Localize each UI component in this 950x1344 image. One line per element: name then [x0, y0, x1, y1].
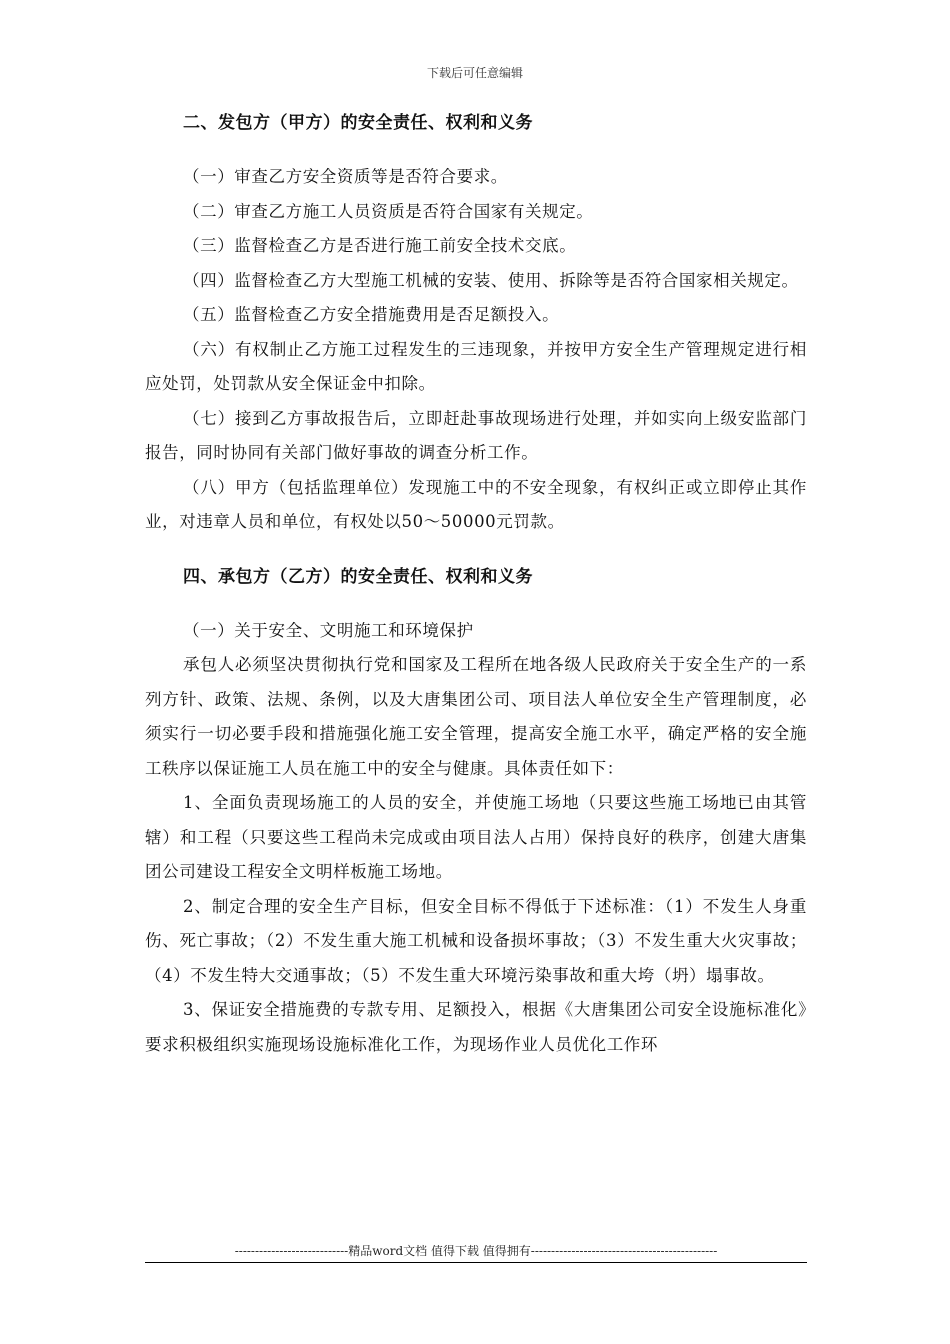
header-note: 下载后可任意编辑	[426, 66, 523, 80]
section-4-item-1: 1、全面负责现场施工的人员的安全，并使施工场地（只要这些施工场地已由其管辖）和工程（只要这些工程尚未完成或由项目法人占用）保持良好的秩序，创建大唐集团公司建设工程安全文明样板施工场地。	[145, 793, 807, 881]
section-2-item-4: （四）监督检查乙方大型施工机械的安装、使用、拆除等是否符合国家相关规定。	[183, 270, 799, 290]
section-4-subheading: （一）关于安全、文明施工和环境保护	[183, 620, 474, 640]
section-2-item-8: （八）甲方（包括监理单位）发现施工中的不安全现象，有权纠正或立即停止其作业，对违章人员和单位，有权处以50～50000元罚款。	[145, 477, 807, 531]
section-2-item-3: （三）监督检查乙方是否进行施工前安全技术交底。	[183, 236, 577, 255]
section-2-item-6: （六）有权制止乙方施工过程发生的三违现象，并按甲方安全生产管理规定进行相应处罚，处罚款从安全保证金中扣除。	[145, 339, 807, 393]
document-body	[145, 106, 807, 1062]
section-2-item-5: （五）监督检查乙方安全措施费用是否足额投入。	[183, 305, 560, 324]
footer-text: ----------------------------精品word文档 值得下载 值得拥有----------------------------------------------	[234, 1244, 718, 1258]
section-2-item-1: （一）审查乙方安全资质等是否符合要求。	[183, 167, 508, 186]
section-4-item-3: 3、保证安全措施费的专款专用、足额投入，根据《大唐集团公司安全设施标准化》要求积极组织实施现场设施标准化工作，为现场作业人员优化工作环	[145, 1000, 807, 1054]
section-4-title: 四、承包方（乙方）的安全责任、权利和义务	[183, 566, 533, 587]
section-4-item-2: 2、制定合理的安全生产目标，但安全目标不得低于下述标准：（1）不发生人身重伤、死亡事故；（2）不发生重大施工机械和设备损坏事故；（3）不发生重大火灾事故；（4）不发生特大交通事故；（5）不发生重大环境污染事故和重大垮（坍）塌事故。	[145, 896, 807, 985]
section-2-item-2: （二）审查乙方施工人员资质是否符合国家有关规定。	[183, 201, 594, 221]
section-2-item-7: （七）接到乙方事故报告后，立即赶赴事故现场进行处理，并如实向上级安监部门报告，同时协同有关部门做好事故的调查分析工作。	[145, 408, 807, 462]
footer-divider	[145, 1262, 807, 1263]
section-2-title: 二、发包方（甲方）的安全责任、权利和义务	[183, 113, 533, 133]
section-4-intro: 承包人必须坚决贯彻执行党和国家及工程所在地各级人民政府关于安全生产的一系列方针、政策、法规、条例，以及大唐集团公司、项目法人单位安全生产管理制度，必须实行一切必要手段和措施强化施工安全管理，提高安全施工水平，确定严格的安全施工秩序以保证施工人员在施工中的安全与健康。具体责任如下：	[145, 655, 807, 778]
